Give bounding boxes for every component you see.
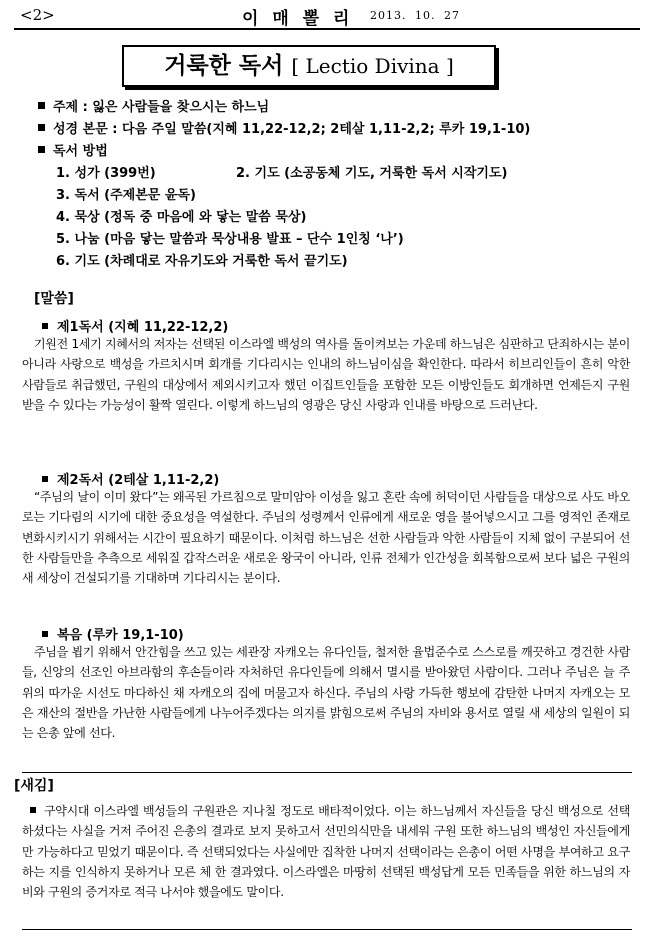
square-bullet-icon [38,102,45,109]
step-row [56,163,508,185]
square-bullet-icon [42,631,48,637]
step-item: 2. 기도 (소공동체 기도, 거룩한 독서 시작기도) [236,166,508,181]
square-bullet-icon [42,476,48,482]
step-item: 5. 나눔 (마음 닿는 말씀과 묵상내용 발표 – 단수 1인칭 ‘나’) [56,232,404,247]
page-header [14,6,640,30]
page-number: <2> [20,6,55,24]
reflection-text: 구약시대 이스라엘 백성들의 구원관은 지나칠 정도로 배타적이었다. 이는 하느님께서 자신들을 당신 백성으로 선택하셨다는 사실을 거저 주어진 은총의 결과로 보지 못하고서 선민의식만을 내세워 구원 또한 하느님의 백성인 자신들에게만 가능하다고 믿었기 때문이다. 즉 선택되었다는 사실에만 집착한 나머지 선택이라는 은총이 어떤 사명을 부여하고 요구하는 지를 인식하지 못하거나 모른 체 한 결과였다. 이스라엘은 마땅히 선택된 백성답게 모든 민족들을 위한 하느님의 자비와 구원의 증거자로 적극 나서야 했을에도 말이다. [22,804,630,900]
step-item: 4. 묵상 (정독 중 마음에 와 닿는 말씀 묵상) [56,210,307,225]
bulletin-date: 2013. 10. 27 [370,9,460,22]
reading-2-heading: 제2독서 (2테살 1,11-2,2) [42,469,219,488]
square-bullet-icon [42,323,48,329]
info-scripture: 성경 본문 : 다음 주일 말씀(지혜 11,22-12,2; 2테살 1,11-2,2; 루카 19,1-10) [38,119,638,141]
info-theme: 주제 : 잃은 사람들을 찾으시는 하느님 [38,97,638,119]
step-item: 1. 성가 (399번) [56,166,156,181]
info-list [38,97,638,163]
gospel-heading: 복음 (루카 19,1-10) [42,624,184,643]
method-steps [56,163,508,273]
reading-1-heading: 제1독서 (지혜 11,22-12,2) [42,316,228,335]
step-item: 6. 기도 (차례대로 자유기도와 거룩한 독서 끝기도) [56,254,348,269]
square-bullet-icon [30,807,36,813]
reflection-label: [새김] [14,778,54,794]
gospel-text: 주님을 뵙기 위해서 안간힘을 쓰고 있는 세관장 자캐오는 유다인들, 철저한 율법준수로 스스로를 깨끗하고 경건한 사람들, 신앙의 선조인 아브라함의 후손들이라 자처하던 유다인들에 의해서 멸시를 받아왔던 사람이다. 그러나 주님은 늘 주위의 따가운 시선도 마다하신 채 자캐오의 집에 머물고자 하신다. 주님의 사랑 가득한 행보에 감탄한 나머지 자캐오는 모은 재산의 절반을 가난한 사람들에게 나누어주겠다는 의지를 밝힘으로써 주님의 자비와 용서로 열릴 새 세상의 일원이 되는 은총 앞에 선다. [22,645,630,741]
reading-2-text: “주님의 날이 이미 왔다”는 왜곡된 가르침으로 말미암아 이성을 잃고 혼란 속에 허덕이던 사람들을 대상으로 사도 바오로는 기다림의 시기에 대한 중요성을 역설한다. 주님의 성령께서 인류에게 새로운 영을 불어넣으시고 그를 영적인 존재로 변화시키시기 위해서는 시간이 필요하기 때문이다. 이처럼 하느님은 선한 사람들과 악한 사람들이 지체 없이 구분되어 선한 사람들만을 추측으로 세워질 갑작스러운 새로운 왕국이 아니라, 인류 전체가 인간성을 회복함으로써 보다 넓은 구원의 새 세상이 건설되기를 기대하며 기다리시는 분이다. [22,490,630,586]
info-method: 독서 방법 [38,141,638,163]
bulletin-title: 이 매 뽈 리 [242,9,354,29]
title-korean: 거룩한 독서 [164,53,284,79]
square-bullet-icon [38,146,45,153]
reading-1-text: 기원전 1세기 지혜서의 저자는 선택된 이스라엘 백성의 역사를 돌이켜보는 가운데 하느님은 심판하고 단죄하시는 분이 아니라 사랑으로 백성을 가르치시며 회개를 기다리시는 인내의 하느님이심을 확인한다. 따라서 히브리인들이 흔히 악한 사람들로 취급했던, 구원의 대상에서 제외시키고자 했던 이집트인들을 포함한 모든 이방인들도 회개하면 언제든지 구원받을 수 있다는 가능성이 활짝 열린다. 이렇게 하느님의 영광은 당신 사랑과 인내를 바탕으로 드러난다. [22,337,630,412]
square-bullet-icon [38,124,45,131]
document-title [122,45,496,87]
title-latin: [ Lectio Divina ] [291,54,454,78]
step-item: 3. 독서 (주제본문 윤독) [56,188,196,203]
word-section-label: [말씀] [34,291,74,307]
